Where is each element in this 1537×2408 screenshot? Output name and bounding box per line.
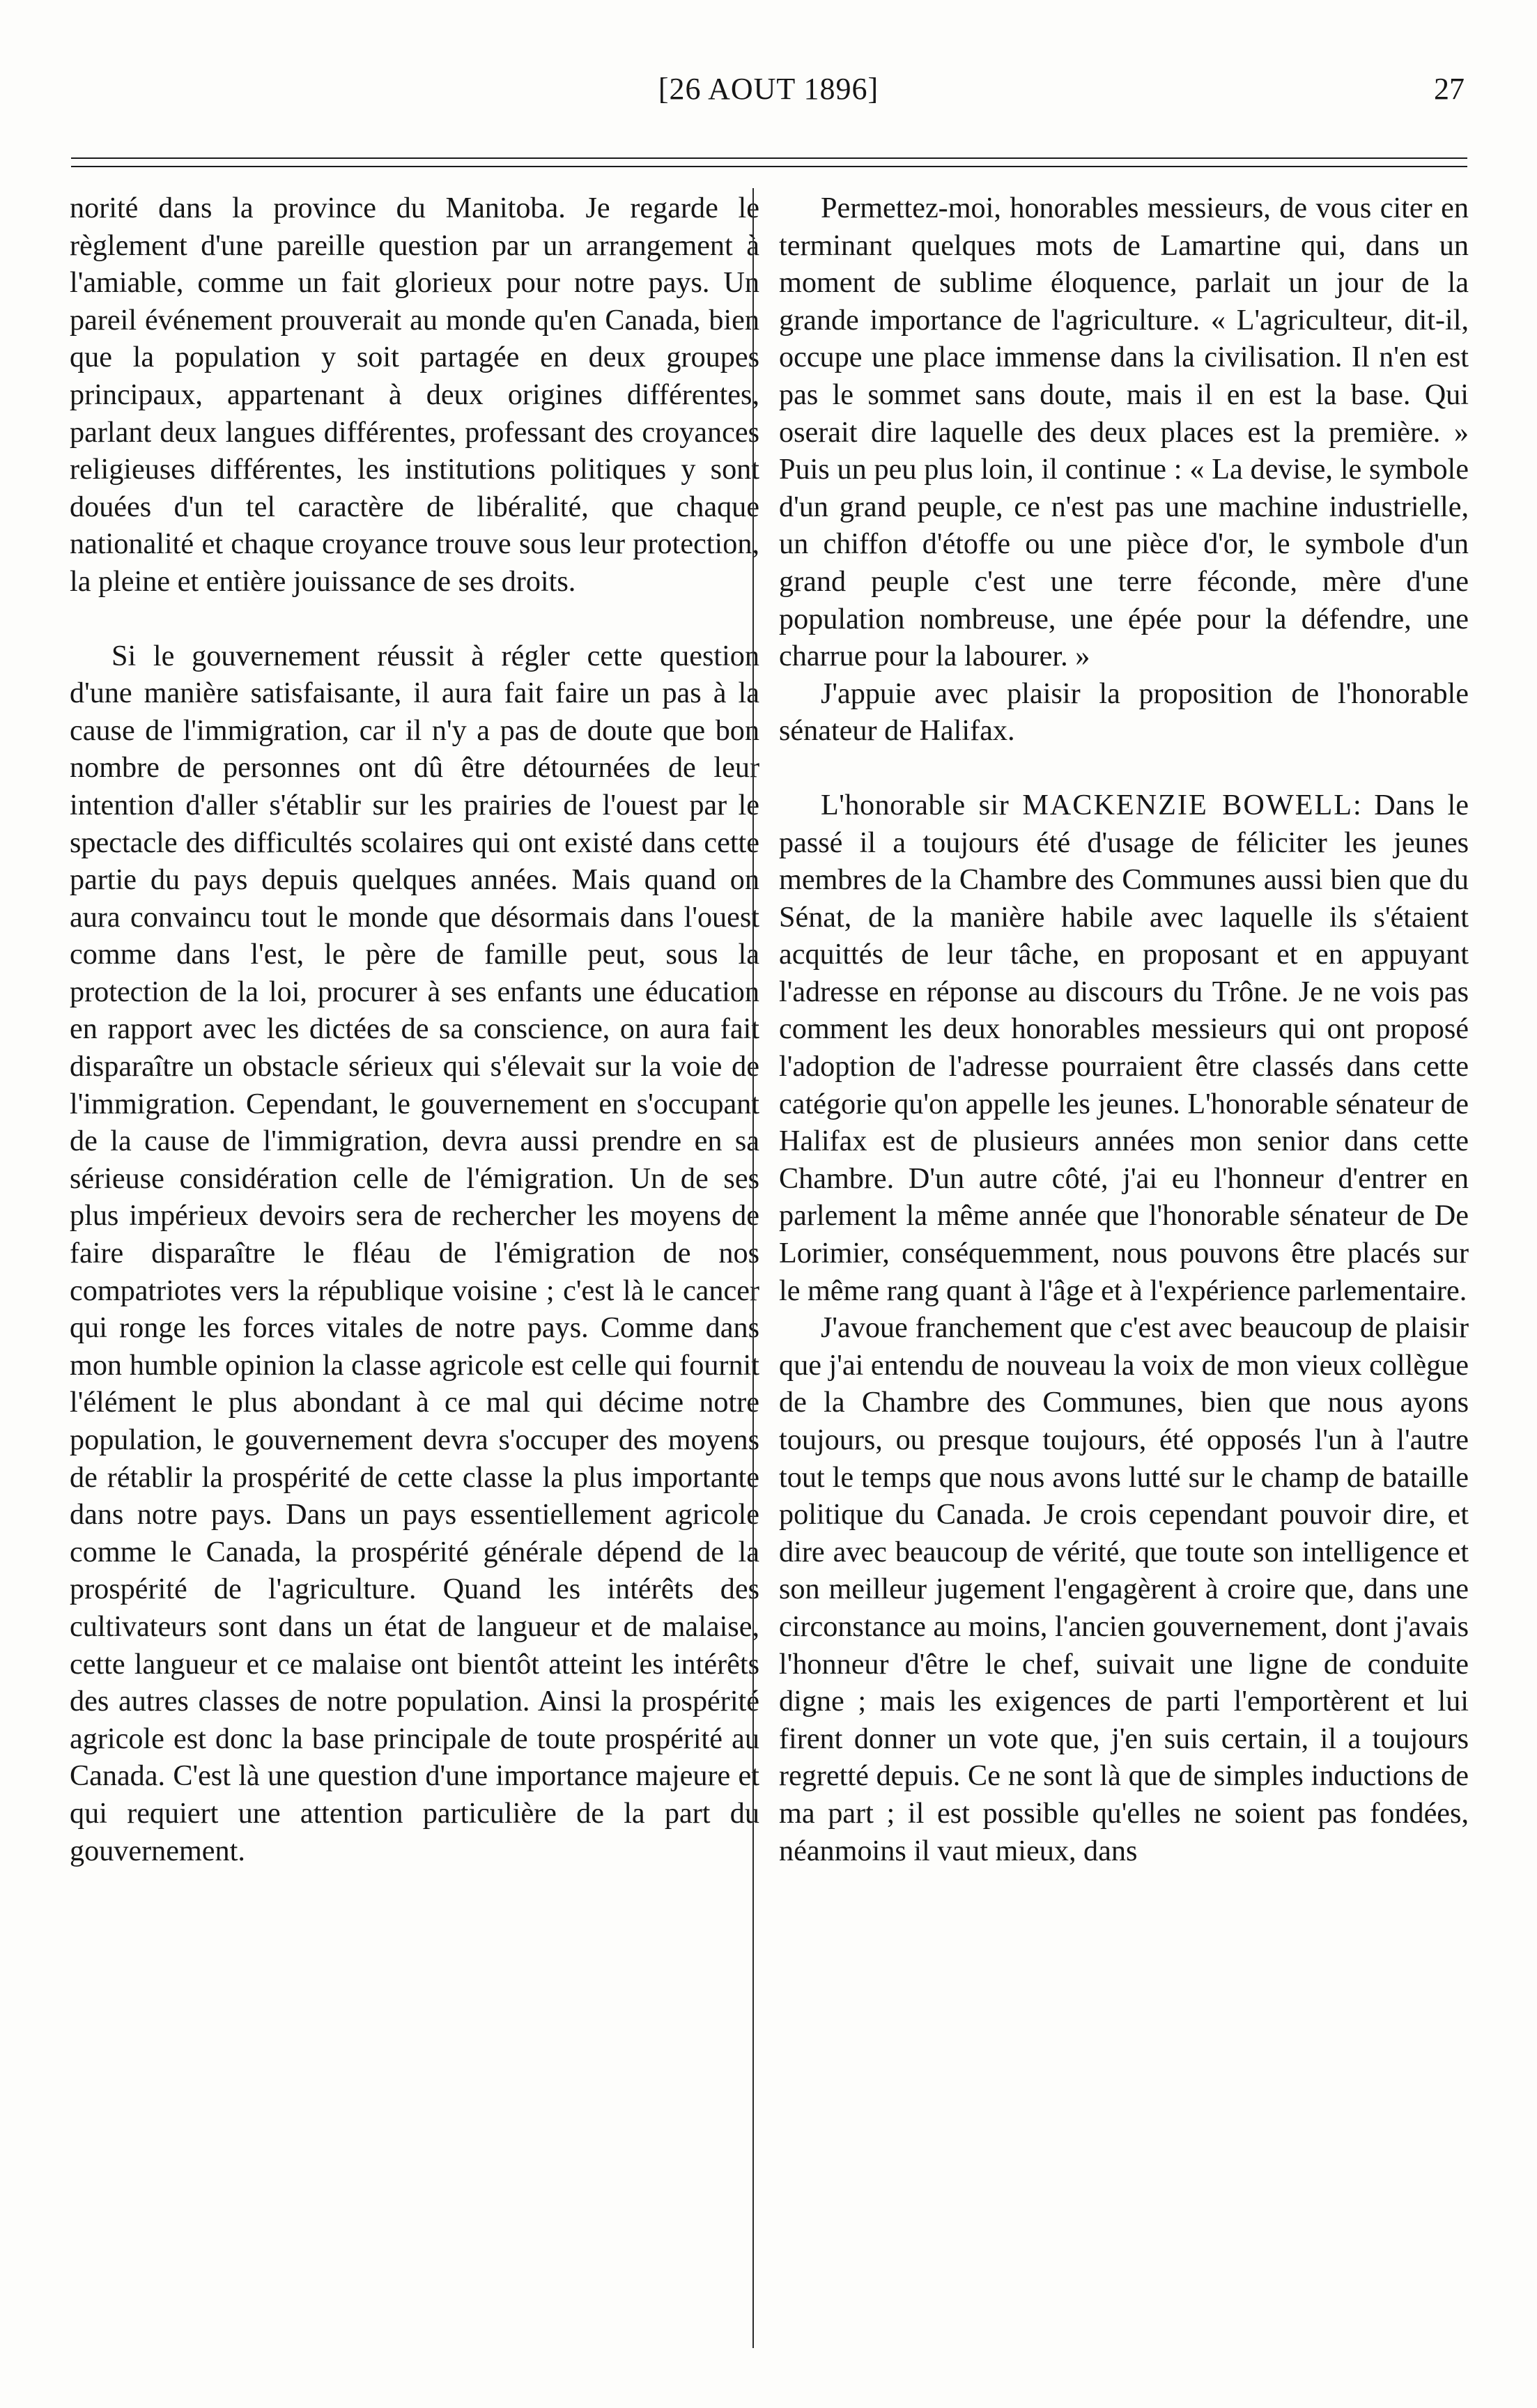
header-rule-top [71, 157, 1467, 159]
page-number: 27 [1434, 72, 1465, 106]
header-rule-bottom [71, 166, 1467, 167]
speaker-suffix: : [1353, 788, 1361, 821]
left-paragraph-1: norité dans la province du Manitoba. Je regarde le règlement d'une pareille question par un arrangement à l'amiable, comme un fait glorieux pour notre pays. Un pareil événement prouverait au monde qu'en Canada, bien que la population y soit partagée en deux groupes principaux, appartenant à deux origines différentes, parlant deux langues différentes, professant des croyances religieuses différentes, les institutions politiques y sont douées d'un tel caractère de libéralité, que chaque nationalité et chaque croyance trouve sous leur protection, la pleine et entière jouissance de ses droits. [70, 192, 759, 598]
right-paragraph-2: J'appuie avec plaisir la proposition de l'honorable sénateur de Halifax. [779, 677, 1469, 748]
speech-paragraph-2: J'avoue franchement que c'est avec beaucoup de plaisir que j'ai entendu de nouveau la voix de mon vieux collègue de la Chambre des Communes, bien que nous ayons toujours, ou presque toujours, été opposés l'un à l'autre tout le temps que nous avons lutté sur le champ de bataille politique du Canada. Je crois cependant pouvoir dire, et dire avec beaucoup de vérité, que toute son intelligence et son meilleur jugement l'engagèrent à croire que, dans une circonstance au moins, l'ancien gouvernement, dont j'avais l'honneur d'être le chef, suivait une ligne de conduite digne ; mais les exigences de parti l'emportèrent et lui firent donner un vote que, j'en suis certain, il a toujours regretté depuis. Ce ne sont là que de simples inductions de ma part ; il est possible qu'elles ne soient pas fondées, néanmoins il vaut mieux, dans [779, 1311, 1469, 1867]
speaker-prefix: L'honorable sir [821, 788, 1023, 821]
header-date: [26 AOUT 1896] [658, 72, 879, 106]
column-divider [752, 188, 754, 2348]
speech-first-text: Dans le passé il a toujours été d'usage de féliciter les jeunes membres de la Chambre des Communes aussi bien que du Sénat, de la manière habile avec laquelle ils s'étaient acquittés de leur tâche, en proposant et en appuyant l'adresse en réponse au discours du Trône. Je ne vois pas comment les deux honorables messieurs qui ont proposé l'adoption de l'adresse pourraient être classés dans cette catégorie qu'on appelle les jeunes. L'honorable sénateur de Halifax est de plusieurs années mon senior dans cette Chambre. D'un autre côté, j'ai eu l'honneur d'entrer en parlement la même année que l'honorable sénateur de De Lorimier, conséquemment, nous pouvons être placés sur le même rang quant à l'âge et à l'expérience parlementaire. [779, 788, 1469, 1307]
speaker-name: MACKENZIE BOWELL [1022, 788, 1354, 821]
left-column [70, 190, 759, 1869]
left-paragraph-2: Si le gouvernement réussit à régler cette question d'une manière satisfaisante, il aura fait faire un pas à la cause de l'immigration, car il n'y a pas de doute que bon nombre de personnes ont dû être détournées de leur intention d'aller s'établir sur les prairies de l'ouest par le spectacle des difficultés scolaires qui ont existé dans cette partie du pays depuis quelques années. Mais quand on aura convaincu tout le monde que désormais dans l'ouest comme dans l'est, le père de famille peut, sous la protection de la loi, procurer à ses enfants une éducation en rapport avec les dictées de sa conscience, on aura fait disparaître un obstacle sérieux qui s'élevait sur la voie de l'immigration. Cependant, le gouvernement en s'occupant de la cause de l'immigration, devra aussi prendre en sa sérieuse considération celle de l'émigration. Un de ses plus impérieux devoirs sera de rechercher les moyens de faire disparaître le fléau de l'émigration de nos compatriotes vers la république voisine ; c'est là le cancer qui ronge les forces vitales de notre pays. Comme dans mon humble opinion la classe agricole est celle qui fournit l'élément le plus abondant à ce mal qui décime notre population, le gouvernement devra s'occuper des moyens de rétablir la prospérité de cette classe la plus importante dans notre pays. Dans un pays essentiellement agricole comme le Canada, la prospérité générale dépend de la prospérité de l'agriculture. Quand les intérêts des cultivateurs sont dans un état de langueur et de malaise, cette langueur et ce malaise ont bientôt atteint les intérêts des autres classes de notre population. Ainsi la prospérité agricole est donc la base principale de toute prospérité au Canada. C'est là une question d'une importance majeure et qui requiert une attention particulière de la part du gouvernement. [70, 639, 759, 1867]
running-head [0, 64, 1537, 113]
right-paragraph-1: Permettez-moi, honorables messieurs, de vous citer en terminant quelques mots de Lamartine qui, dans un moment de sublime éloquence, parlait un jour de la grande importance de l'agriculture. « L'agriculteur, dit-il, occupe une place immense dans la civilisation. Il n'en est pas le sommet sans doute, mais il en est la base. Qui oserait dire laquelle des deux places est la première. » Puis un peu plus loin, il continue : « La devise, le symbole d'un grand peuple, ce n'est pas une machine industrielle, un chiffon d'étoffe ou une pièce d'or, le symbole d'un grand peuple c'est une terre féconde, mère d'une population nombreuse, une épée pour la défendre, une charrue pour la labourer. » [779, 192, 1469, 673]
right-column [779, 190, 1469, 1869]
speech-paragraph-1 [779, 787, 1469, 1309]
